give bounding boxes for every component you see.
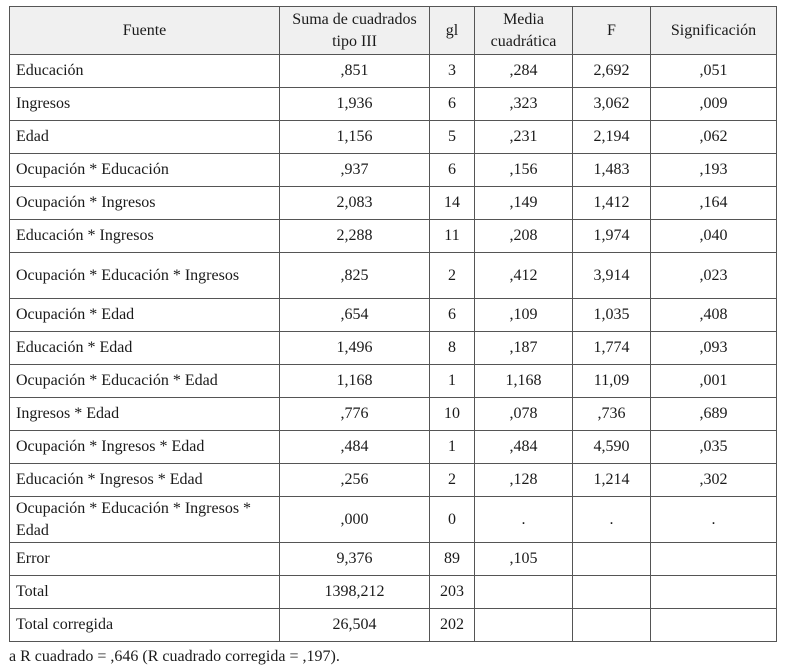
cell-gl: 8 [430, 332, 475, 365]
cell-suma-cuadrados: 1398,212 [280, 576, 430, 609]
cell-media-cuadratica: ,105 [475, 543, 573, 576]
cell-suma-cuadrados: 1,496 [280, 332, 430, 365]
cell-gl: 5 [430, 121, 475, 154]
table-row [10, 332, 777, 365]
cell-suma-cuadrados: ,851 [280, 55, 430, 88]
cell-media-cuadratica [475, 576, 573, 609]
cell-suma-cuadrados: ,825 [280, 253, 430, 299]
table-row [10, 55, 777, 88]
cell-significacion: ,408 [651, 299, 777, 332]
table-row [10, 220, 777, 253]
cell-fuente: Ocupación * Edad [10, 299, 280, 332]
cell-f: 2,692 [573, 55, 651, 88]
header-significacion: Significación [651, 7, 777, 55]
cell-media-cuadratica: ,231 [475, 121, 573, 154]
cell-f: 3,914 [573, 253, 651, 299]
cell-f: 3,062 [573, 88, 651, 121]
table-row [10, 398, 777, 431]
cell-gl: 203 [430, 576, 475, 609]
cell-f: 11,09 [573, 365, 651, 398]
cell-f: . [573, 497, 651, 543]
cell-media-cuadratica: ,109 [475, 299, 573, 332]
cell-fuente: Error [10, 543, 280, 576]
cell-media-cuadratica: ,412 [475, 253, 573, 299]
cell-suma-cuadrados: 1,156 [280, 121, 430, 154]
cell-gl: 6 [430, 154, 475, 187]
cell-significacion [651, 543, 777, 576]
cell-significacion: ,093 [651, 332, 777, 365]
table-row [10, 497, 777, 543]
cell-gl: 0 [430, 497, 475, 543]
cell-media-cuadratica: ,187 [475, 332, 573, 365]
cell-gl: 14 [430, 187, 475, 220]
cell-media-cuadratica: ,484 [475, 431, 573, 464]
cell-f [573, 543, 651, 576]
cell-f [573, 609, 651, 642]
table-row [10, 609, 777, 642]
cell-significacion: ,040 [651, 220, 777, 253]
cell-gl: 6 [430, 299, 475, 332]
cell-f [573, 576, 651, 609]
cell-f: 4,590 [573, 431, 651, 464]
table-row [10, 299, 777, 332]
table-row [10, 121, 777, 154]
table-row [10, 88, 777, 121]
cell-fuente: Ocupación * Educación * Ingresos * Edad [10, 497, 280, 543]
cell-suma-cuadrados: 1,168 [280, 365, 430, 398]
cell-media-cuadratica: ,208 [475, 220, 573, 253]
cell-gl: 2 [430, 464, 475, 497]
header-suma-cuadrados: Suma de cuadrados tipo III [280, 7, 430, 55]
cell-gl: 11 [430, 220, 475, 253]
cell-significacion: . [651, 497, 777, 543]
cell-fuente: Total corregida [10, 609, 280, 642]
cell-significacion: ,164 [651, 187, 777, 220]
table-footnote: a R cuadrado = ,646 (R cuadrado corregida = ,197). [9, 648, 340, 665]
cell-fuente: Educación [10, 55, 280, 88]
cell-f: ,736 [573, 398, 651, 431]
table-row [10, 464, 777, 497]
cell-media-cuadratica: ,284 [475, 55, 573, 88]
cell-significacion: ,023 [651, 253, 777, 299]
cell-fuente: Ocupación * Educación * Ingresos [10, 253, 280, 299]
cell-media-cuadratica: ,128 [475, 464, 573, 497]
cell-significacion: ,193 [651, 154, 777, 187]
cell-fuente: Total [10, 576, 280, 609]
cell-fuente: Ingresos * Edad [10, 398, 280, 431]
table-header-row [10, 7, 777, 55]
header-gl: gl [430, 7, 475, 55]
cell-fuente: Ocupación * Ingresos * Edad [10, 431, 280, 464]
header-media-cuadratica: Media cuadrática [475, 7, 573, 55]
cell-f: 1,774 [573, 332, 651, 365]
cell-suma-cuadrados: ,937 [280, 154, 430, 187]
cell-media-cuadratica: . [475, 497, 573, 543]
cell-media-cuadratica: ,149 [475, 187, 573, 220]
cell-significacion: ,051 [651, 55, 777, 88]
cell-suma-cuadrados: 26,504 [280, 609, 430, 642]
cell-fuente: Educación * Edad [10, 332, 280, 365]
cell-significacion [651, 576, 777, 609]
cell-suma-cuadrados: ,000 [280, 497, 430, 543]
cell-media-cuadratica: 1,168 [475, 365, 573, 398]
cell-fuente: Ocupación * Educación [10, 154, 280, 187]
cell-fuente: Ocupación * Ingresos [10, 187, 280, 220]
cell-media-cuadratica: ,323 [475, 88, 573, 121]
cell-gl: 10 [430, 398, 475, 431]
cell-significacion: ,001 [651, 365, 777, 398]
header-fuente: Fuente [10, 7, 280, 55]
cell-suma-cuadrados: ,256 [280, 464, 430, 497]
cell-f: 1,035 [573, 299, 651, 332]
table-row [10, 187, 777, 220]
cell-significacion: ,302 [651, 464, 777, 497]
cell-media-cuadratica [475, 609, 573, 642]
cell-gl: 1 [430, 431, 475, 464]
cell-suma-cuadrados: 2,083 [280, 187, 430, 220]
cell-f: 1,214 [573, 464, 651, 497]
cell-significacion: ,035 [651, 431, 777, 464]
table-row [10, 431, 777, 464]
cell-fuente: Ingresos [10, 88, 280, 121]
cell-fuente: Ocupación * Educación * Edad [10, 365, 280, 398]
table-row [10, 543, 777, 576]
cell-media-cuadratica: ,156 [475, 154, 573, 187]
cell-gl: 3 [430, 55, 475, 88]
cell-suma-cuadrados: 9,376 [280, 543, 430, 576]
table-body [10, 55, 777, 642]
cell-f: 1,412 [573, 187, 651, 220]
cell-suma-cuadrados: ,484 [280, 431, 430, 464]
table-row [10, 365, 777, 398]
cell-suma-cuadrados: 1,936 [280, 88, 430, 121]
anova-table [9, 6, 777, 642]
cell-fuente: Educación * Ingresos * Edad [10, 464, 280, 497]
cell-fuente: Educación * Ingresos [10, 220, 280, 253]
cell-f: 1,483 [573, 154, 651, 187]
cell-gl: 89 [430, 543, 475, 576]
cell-gl: 1 [430, 365, 475, 398]
cell-f: 1,974 [573, 220, 651, 253]
header-f: F [573, 7, 651, 55]
cell-significacion: ,689 [651, 398, 777, 431]
cell-significacion: ,062 [651, 121, 777, 154]
table-row [10, 154, 777, 187]
cell-significacion: ,009 [651, 88, 777, 121]
cell-suma-cuadrados: 2,288 [280, 220, 430, 253]
cell-suma-cuadrados: ,776 [280, 398, 430, 431]
table-row [10, 576, 777, 609]
cell-gl: 2 [430, 253, 475, 299]
cell-media-cuadratica: ,078 [475, 398, 573, 431]
table-row [10, 253, 777, 299]
cell-gl: 202 [430, 609, 475, 642]
cell-suma-cuadrados: ,654 [280, 299, 430, 332]
cell-gl: 6 [430, 88, 475, 121]
cell-fuente: Edad [10, 121, 280, 154]
cell-f: 2,194 [573, 121, 651, 154]
cell-significacion [651, 609, 777, 642]
